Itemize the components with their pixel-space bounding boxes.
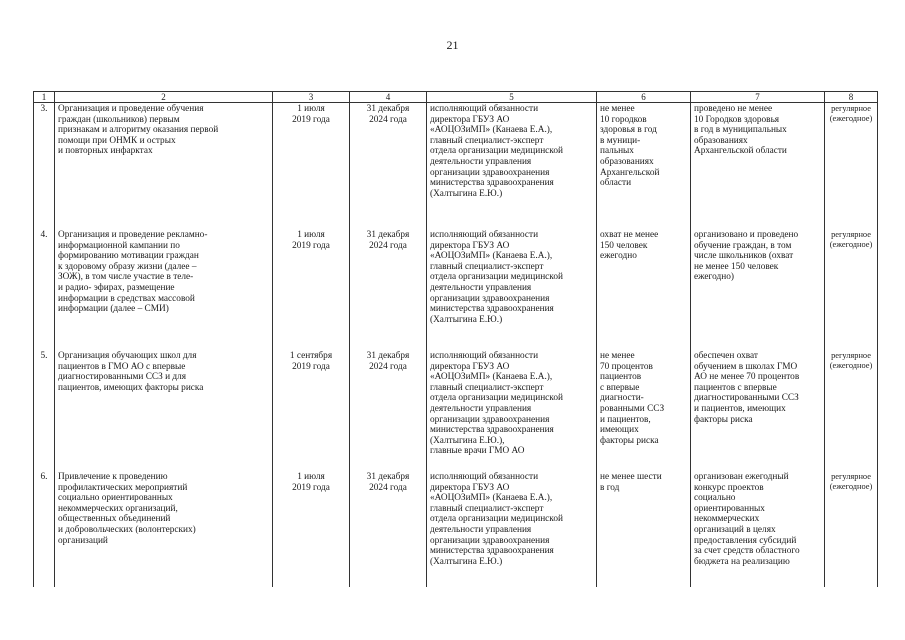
activity-plan-table [33, 91, 878, 587]
start-date-cell: 1 сентября 2019 года [273, 350, 350, 471]
responsible-cell: исполняющий обязанности директора ГБУЗ АО «АОЦОЗиМП» (Канаева Е.А.), главный специалист-эксперт отдела организации медицинской деятельности управления организации здравоохранения министерства здравоохранения (Халтыгина Е.Ю.) [427, 103, 597, 230]
column-header: 3 [273, 92, 350, 103]
indicator-cell: не менее 10 городков здоровья в год в муници- пальных образованиях Архангельской области [597, 103, 691, 230]
end-date-cell: 31 декабря 2024 года [350, 471, 427, 587]
result-cell: проведено не менее 10 Городков здоровья в год в муниципальных образованиях Архангельской области [691, 103, 825, 230]
end-date-cell: 31 декабря 2024 года [350, 229, 427, 350]
table-row [34, 350, 878, 471]
responsible-cell: исполняющий обязанности директора ГБУЗ АО «АОЦОЗиМП» (Канаева Е.А.), главный специалист-эксперт отдела организации медицинской деятельности управления организации здравоохранения министерства здравоохранения (Халтыгина Е.Ю.) [427, 229, 597, 350]
column-number-row [34, 92, 878, 103]
indicator-cell: не менее 70 процентов пациентов с впервые диагности- рованными ССЗ и пациентов, имеющих факторы риска [597, 350, 691, 471]
row-number: 4. [34, 229, 55, 350]
indicator-cell: не менее шести в год [597, 471, 691, 587]
column-header: 5 [427, 92, 597, 103]
column-header: 4 [350, 92, 427, 103]
column-header: 1 [34, 92, 55, 103]
indicator-cell: охват не менее 150 человек ежегодно [597, 229, 691, 350]
row-number: 3. [34, 103, 55, 230]
table-row [34, 103, 878, 230]
periodicity-cell: регулярное (ежегодное) [825, 103, 878, 230]
column-header: 6 [597, 92, 691, 103]
responsible-cell: исполняющий обязанности директора ГБУЗ АО «АОЦОЗиМП» (Канаева Е.А.), главный специалист-эксперт отдела организации медицинской деятельности управления организации здравоохранения министерства здравоохранения (Халтыгина Е.Ю.) [427, 471, 597, 587]
table-row [34, 471, 878, 587]
table-row [34, 229, 878, 350]
activity-cell: Привлечение к проведению профилактических мероприятий социально ориентированных некоммерческих организаций, общественных объединений и добровольческих (волонтерских) организаций [55, 471, 273, 587]
activity-cell: Организация и проведение рекламно- информационной кампании по формированию мотивации граждан к здоровому образу жизни (далее – ЗОЖ), в том числе участие в теле- и радио- эфирах, размещение информации в средствах массовой информации (далее – СМИ) [55, 229, 273, 350]
column-header: 7 [691, 92, 825, 103]
result-cell: обеспечен охват обучением в школах ГМО АО не менее 70 процентов пациентов с впервые диагностированными ССЗ и пациентов, имеющих факторы риска [691, 350, 825, 471]
activity-cell: Организация обучающих школ для пациентов в ГМО АО с впервые диагностированными ССЗ и для пациентов, имеющих факторы риска [55, 350, 273, 471]
column-header: 8 [825, 92, 878, 103]
activity-cell: Организация и проведение обучения граждан (школьников) первым признакам и алгоритму оказания первой помощи при ОНМК и острых и повторных инфарктах [55, 103, 273, 230]
result-cell: организован ежегодный конкурс проектов социально ориентированных некоммерческих организаций в целях предоставления субсидий за счет средств областного бюджета на реализацию [691, 471, 825, 587]
start-date-cell: 1 июля 2019 года [273, 229, 350, 350]
periodicity-cell: регулярное (ежегодное) [825, 350, 878, 471]
start-date-cell: 1 июля 2019 года [273, 471, 350, 587]
start-date-cell: 1 июля 2019 года [273, 103, 350, 230]
row-number: 6. [34, 471, 55, 587]
row-number: 5. [34, 350, 55, 471]
responsible-cell: исполняющий обязанности директора ГБУЗ АО «АОЦОЗиМП» (Канаева Е.А.), главный специалист-эксперт отдела организации медицинской деятельности управления организации здравоохранения министерства здравоохранения (Халтыгина Е.Ю.), главные врачи ГМО АО [427, 350, 597, 471]
periodicity-cell: регулярное (ежегодное) [825, 471, 878, 587]
end-date-cell: 31 декабря 2024 года [350, 350, 427, 471]
periodicity-cell: регулярное (ежегодное) [825, 229, 878, 350]
end-date-cell: 31 декабря 2024 года [350, 103, 427, 230]
column-header: 2 [55, 92, 273, 103]
result-cell: организовано и проведено обучение граждан, в том числе школьников (охват не менее 150 человек ежегодно) [691, 229, 825, 350]
page-number: 21 [446, 38, 459, 52]
